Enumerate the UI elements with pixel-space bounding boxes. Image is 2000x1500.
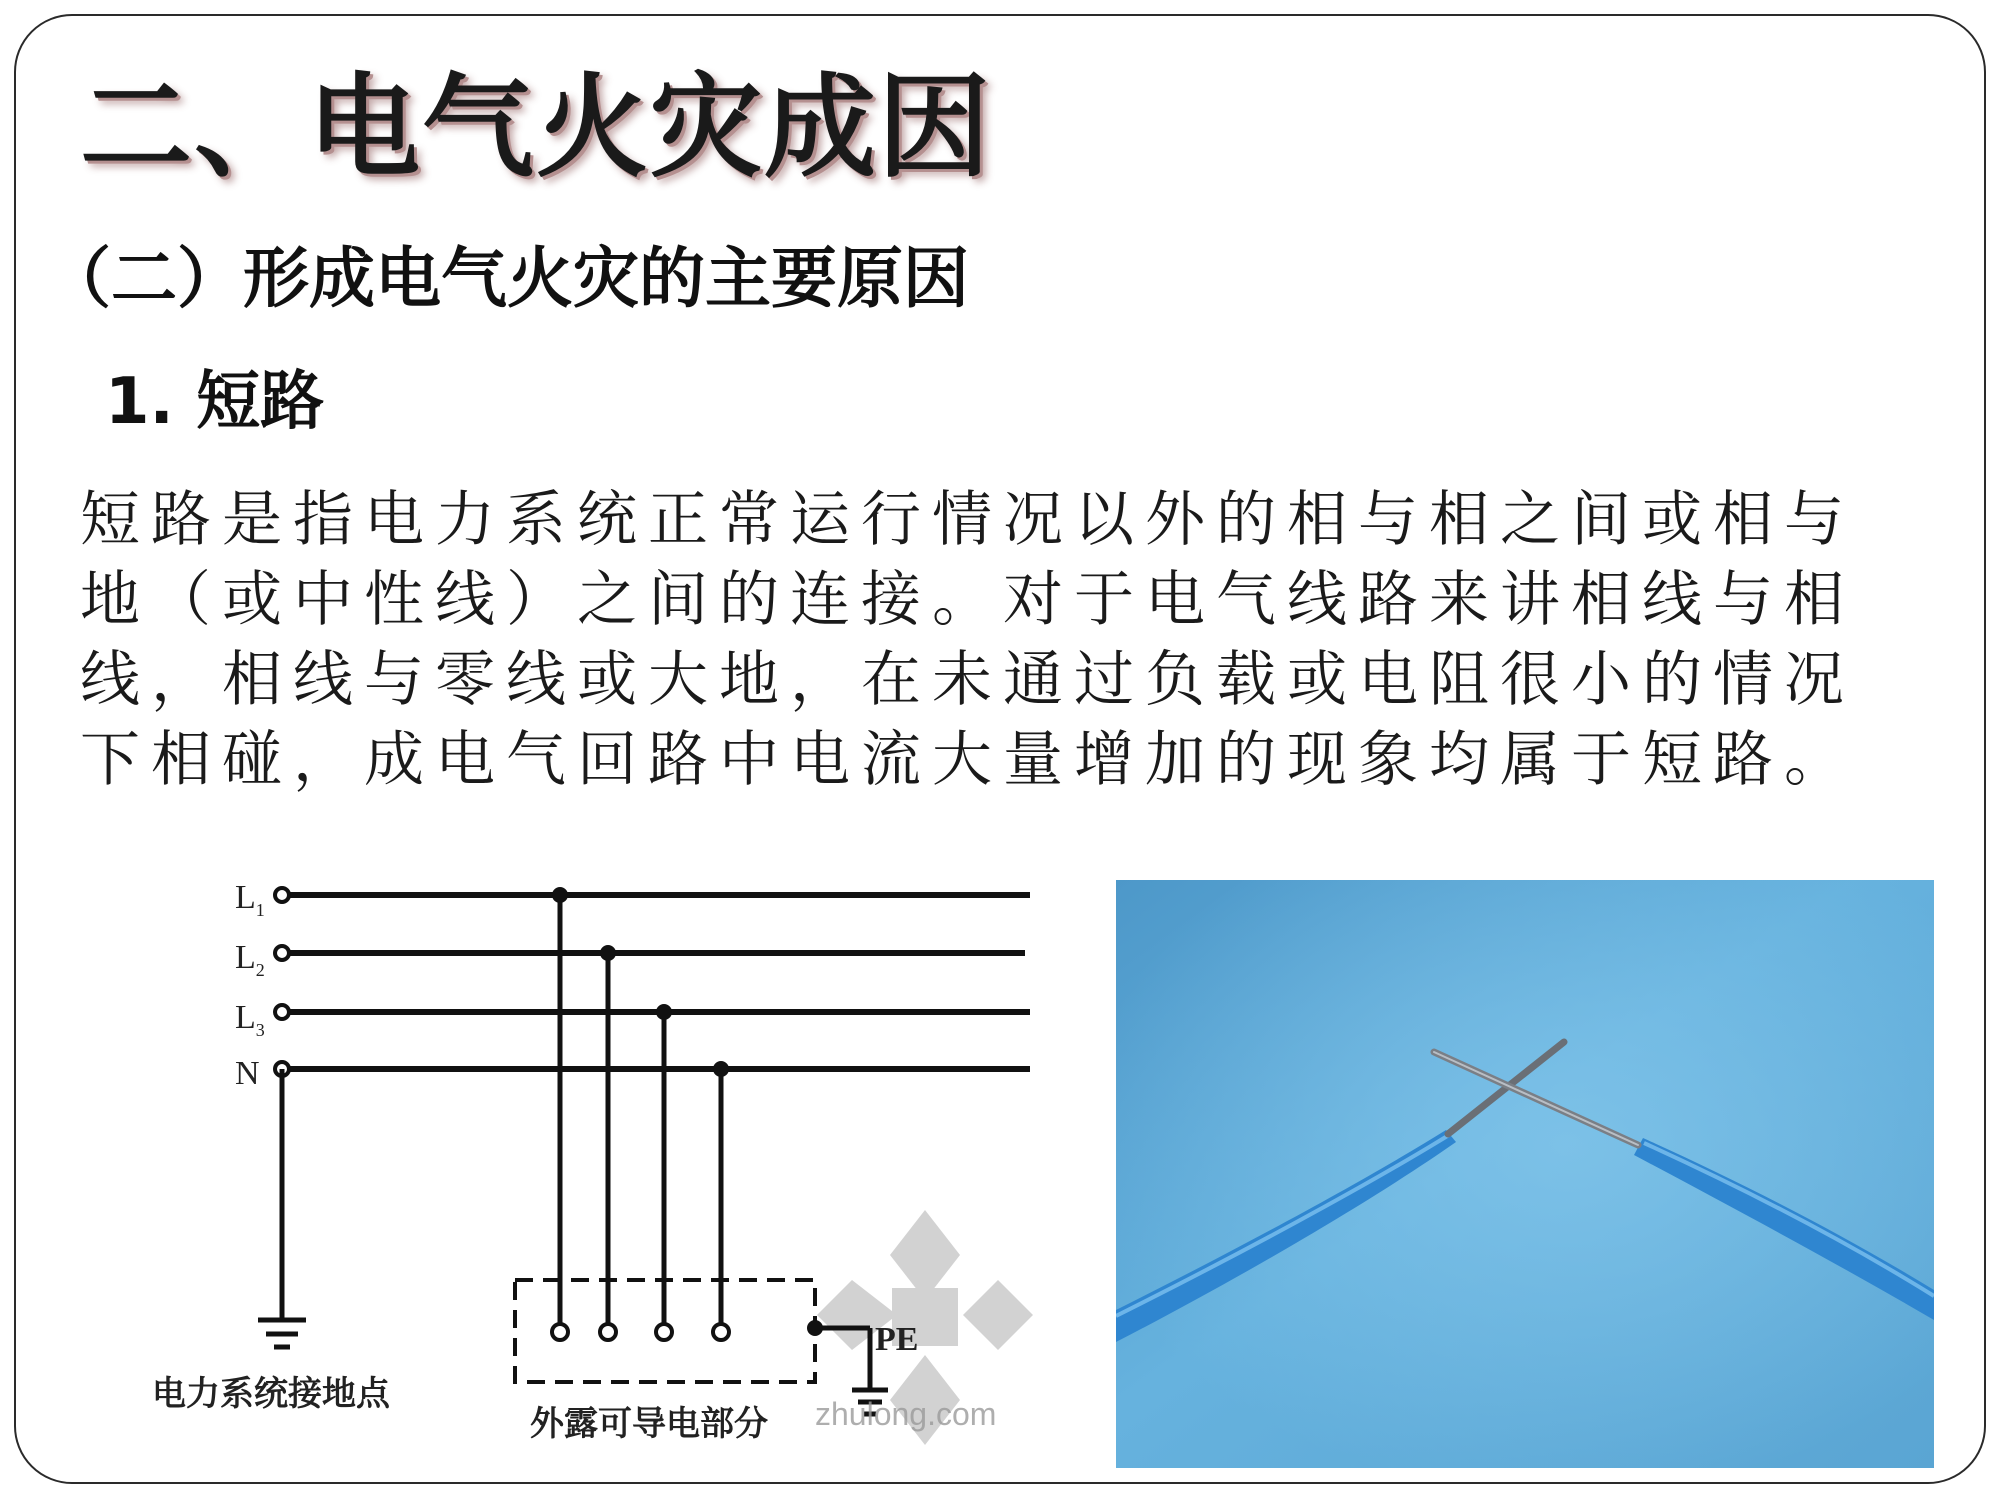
junction-l1 [552,887,568,903]
terminal-l2 [275,946,289,960]
terminal-l3 [275,1005,289,1019]
section-subtitle: （二）形成电气火灾的主要原因 [45,240,969,317]
junction-l2 [600,945,616,961]
slide-title: 二、电气火灾成因 [80,63,992,193]
tn-system-diagram [140,860,1060,1460]
terminal-l1 [275,888,289,902]
body-paragraph: 短路是指电力系统正常运行情况以外的相与相之间或相与地（或中性线）之间的连接。对于电气线路来讲相线与相线，相线与零线或大地，在未通过负载或电阻很小的情况下相碰，成电气回路中电流大量增加的现象均属于短路。 [80,485,1855,795]
junction-n [713,1061,729,1077]
line-label-l1: $L_1$ [235,879,265,920]
line-label-l2: $L_2$ [235,939,265,980]
exposed-part-label: 外露可导电部分 [530,1406,768,1443]
watermark-text: zhulong.com [815,1396,997,1432]
wire-photo [1116,880,1934,1468]
line-label-l3: $L_3$ [235,999,265,1040]
ground-label: 电力系统接地点 [152,1376,390,1413]
pe-label: PE [875,1321,919,1358]
junction-l3 [656,1004,672,1020]
point-heading: 1. 短路 [105,365,325,439]
line-label-n: N [235,1055,260,1092]
pe-junction [807,1320,823,1336]
